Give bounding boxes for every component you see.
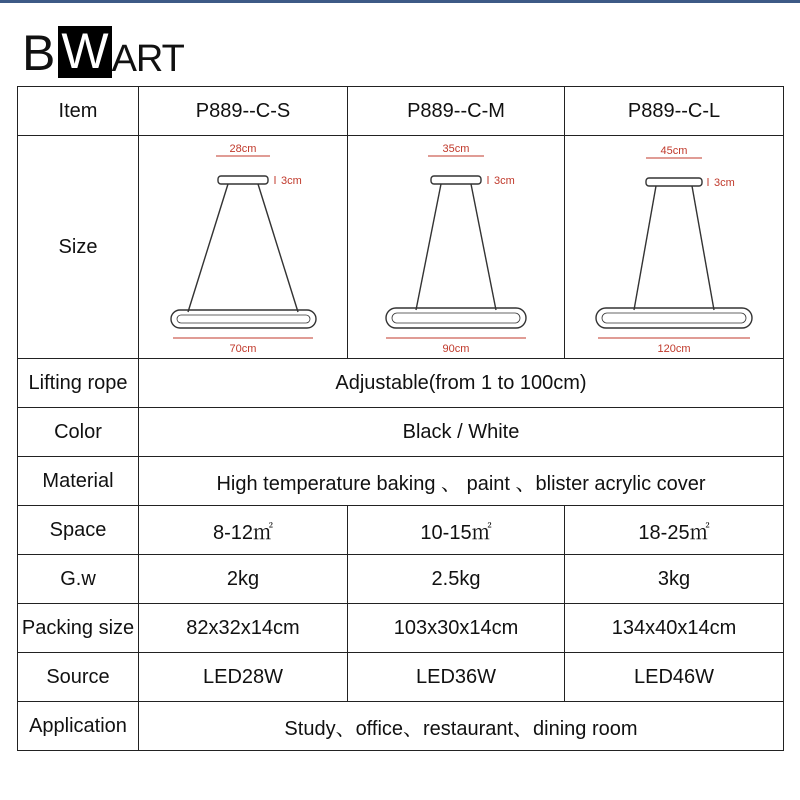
size-diagram-large <box>565 136 784 359</box>
color-value: Black / White <box>139 408 784 457</box>
dim-top-large: 45cm <box>660 144 688 157</box>
space-large: 18-25㎡ <box>565 506 784 555</box>
label-size: Size <box>18 136 139 359</box>
logo-letter-w: W <box>58 26 111 78</box>
logo-letters-art: ART <box>111 38 184 80</box>
dim-bottom-small: 70cm <box>229 342 257 355</box>
row-size <box>18 136 784 359</box>
label-material: Material <box>18 457 139 506</box>
source-large: LED46W <box>565 653 784 702</box>
row-material <box>18 457 784 506</box>
gw-medium: 2.5kg <box>348 555 565 604</box>
item-medium: P889--C-M <box>348 87 565 136</box>
lamp-diagram-small <box>143 140 343 355</box>
label-packing-size: Packing size <box>18 604 139 653</box>
label-space: Space <box>18 506 139 555</box>
dim-height-medium: 3cm <box>494 174 515 187</box>
lamp-diagram-large <box>574 140 774 355</box>
lamp-diagram-medium <box>356 140 556 355</box>
row-lifting-rope <box>18 359 784 408</box>
gw-large: 3kg <box>565 555 784 604</box>
spec-table <box>17 86 784 751</box>
row-source <box>18 653 784 702</box>
dim-bottom-large: 120cm <box>657 342 691 355</box>
brand-logo <box>22 23 184 81</box>
size-diagram-medium <box>348 136 565 359</box>
size-diagram-small <box>139 136 348 359</box>
row-application <box>18 702 784 751</box>
source-medium: LED36W <box>348 653 565 702</box>
label-color: Color <box>18 408 139 457</box>
row-packing-size <box>18 604 784 653</box>
gw-small: 2kg <box>139 555 348 604</box>
space-medium: 10-15㎡ <box>348 506 565 555</box>
dim-top-medium: 35cm <box>442 142 470 155</box>
packing-large: 134x40x14cm <box>565 604 784 653</box>
item-large: P889--C-L <box>565 87 784 136</box>
label-source: Source <box>18 653 139 702</box>
material-value: High temperature baking 、 paint 、blister acrylic cover <box>139 457 784 506</box>
dim-height-small: 3cm <box>281 174 302 187</box>
label-lifting-rope: Lifting rope <box>18 359 139 408</box>
label-application: Application <box>18 702 139 751</box>
label-gw: G.w <box>18 555 139 604</box>
dim-bottom-medium: 90cm <box>442 342 470 355</box>
top-border <box>0 0 800 3</box>
packing-small: 82x32x14cm <box>139 604 348 653</box>
item-small: P889--C-S <box>139 87 348 136</box>
logo-letter-b: B <box>22 25 56 81</box>
row-gw <box>18 555 784 604</box>
dim-height-large: 3cm <box>714 176 735 189</box>
row-color <box>18 408 784 457</box>
application-value: Study、office、restaurant、dining room <box>139 702 784 751</box>
label-item: Item <box>18 87 139 136</box>
source-small: LED28W <box>139 653 348 702</box>
space-small: 8-12㎡ <box>139 506 348 555</box>
packing-medium: 103x30x14cm <box>348 604 565 653</box>
row-space <box>18 506 784 555</box>
lifting-rope-value: Adjustable(from 1 to 100cm) <box>139 359 784 408</box>
dim-top-small: 28cm <box>229 142 257 155</box>
row-item <box>18 87 784 136</box>
